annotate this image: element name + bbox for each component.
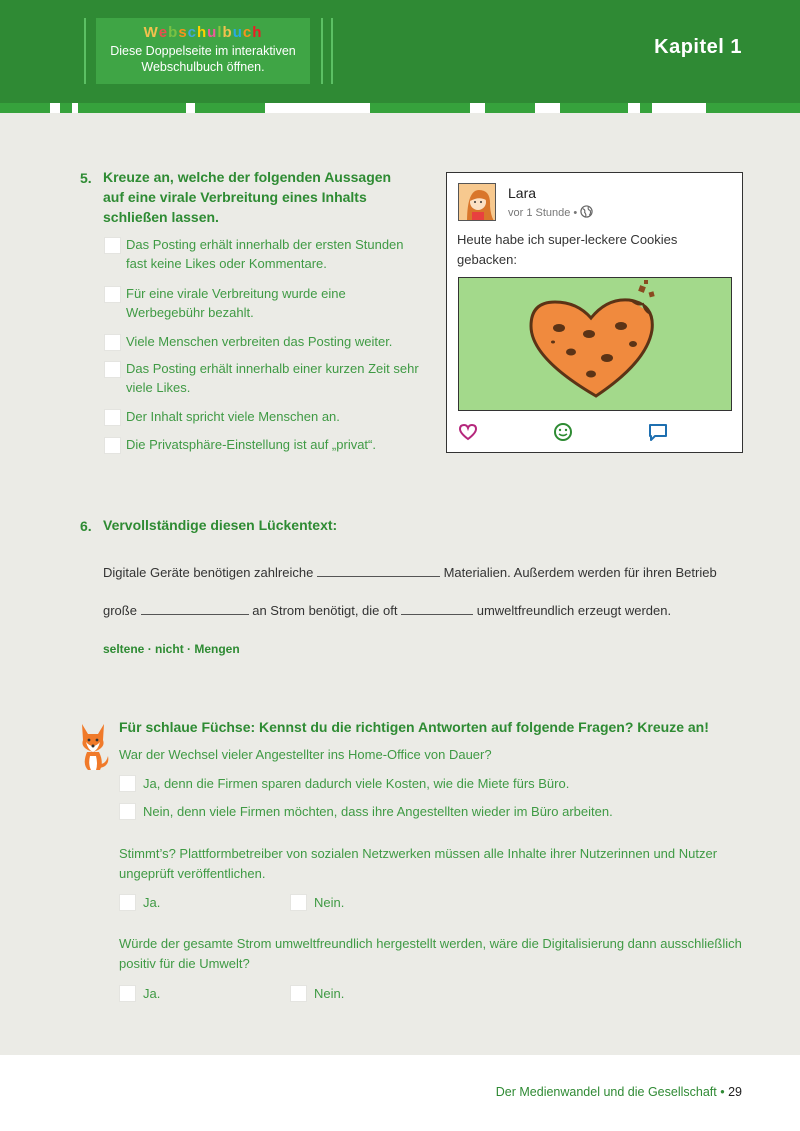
header-stripe — [195, 103, 265, 113]
webschulbuch-logo — [96, 24, 310, 41]
post-image — [458, 277, 732, 411]
header-stripe — [640, 103, 652, 113]
logo-letter: b — [222, 24, 233, 41]
fox-question-1: War der Wechsel vieler Angestellter ins Home-Office von Dauer? — [119, 747, 492, 762]
girl-avatar-icon — [459, 184, 496, 221]
logo-letter: s — [178, 24, 188, 41]
globe-icon — [580, 205, 593, 218]
post-author[interactable]: Lara — [508, 185, 537, 201]
header-stripe — [60, 103, 72, 113]
chapter-title: Kapitel 1 — [654, 36, 742, 58]
checkbox[interactable] — [119, 985, 136, 1002]
page-header — [0, 0, 800, 103]
checkbox[interactable] — [290, 894, 307, 911]
header-stripe — [0, 103, 50, 113]
task5-option[interactable]: Viele Menschen verbreiten das Posting weiter. — [104, 332, 424, 351]
social-post — [446, 172, 743, 453]
heart-cookie-icon — [459, 278, 731, 410]
fox-q1-option[interactable]: Nein, denn viele Firmen möchten, dass ihre Angestellten wieder im Büro arbeiten. — [119, 802, 613, 821]
task5-title: Kreuze an, welche der folgenden Aussagen auf eine virale Verbreitung eines Inhalts schließen lassen. — [103, 169, 392, 225]
checkbox[interactable] — [290, 985, 307, 1002]
logo-letter: l — [217, 24, 223, 41]
task5-option[interactable]: Die Privatsphäre-Einstellung ist auf „privat“. — [104, 435, 424, 454]
logo-letter: b — [168, 24, 179, 41]
fox-q2-no[interactable]: Nein. — [290, 893, 344, 912]
page-number: 29 — [728, 1085, 742, 1099]
cloze-line: Digitale Geräte benötigen zahlreiche Materialien. Außerdem werden für ihren Betrieb — [103, 565, 717, 580]
checkbox[interactable] — [104, 286, 121, 303]
header-stripe — [706, 103, 800, 113]
task6-number: 6. — [80, 518, 92, 534]
logo-letter: u — [232, 24, 243, 41]
cloze-blank[interactable] — [401, 602, 473, 615]
logo-letter: c — [242, 24, 253, 41]
logo-letter: e — [158, 24, 169, 41]
fox-question-3: Würde der gesamte Strom umweltfreundlich hergestellt werden, wäre die Digitalisierung dann ausschließlich positiv für die Umwelt? — [119, 936, 742, 971]
header-divider — [321, 18, 323, 84]
fox-section-title: Für schlaue Füchse: Kennst du die richtigen Antworten auf folgende Fragen? Kreuze an! — [119, 719, 709, 735]
post-text: Heute habe ich super-leckere Cookies gebacken: — [457, 232, 678, 267]
header-divider — [84, 18, 86, 84]
task5-option[interactable]: Das Posting erhält innerhalb einer kurzen Zeit sehr viele Likes. — [104, 359, 424, 397]
checkbox[interactable] — [119, 775, 136, 792]
page-footer — [0, 1055, 800, 1131]
fox-question-2: Stimmt’s? Plattformbetreiber von sozialen Netzwerken müssen alle Inhalte ihrer Nutzerinnen und Nutzer ungeprüft veröffentlichen. — [119, 846, 718, 881]
fox-q1-option[interactable]: Ja, denn die Firmen sparen dadurch viele Kosten, wie die Miete fürs Büro. — [119, 774, 569, 793]
word-bank: seltene · nicht · Mengen — [103, 642, 240, 656]
header-stripe — [560, 103, 628, 113]
cloze-blank[interactable] — [141, 602, 249, 615]
logo-letter: c — [187, 24, 197, 41]
checkbox[interactable] — [104, 334, 121, 351]
task5-option[interactable]: Das Posting erhält innerhalb der ersten Stunden fast keine Likes oder Kommentare. — [104, 235, 424, 273]
fox-q3-yes[interactable]: Ja. — [119, 984, 160, 1003]
checkbox[interactable] — [119, 894, 136, 911]
checkbox[interactable] — [119, 803, 136, 820]
footer-text: Der Medienwandel und die Gesellschaft • 29 — [495, 1085, 742, 1099]
heart-icon[interactable] — [458, 423, 478, 441]
task5-number: 5. — [80, 170, 92, 186]
fox-icon — [76, 720, 110, 772]
header-divider — [331, 18, 333, 84]
fox-q2-yes[interactable]: Ja. — [119, 893, 160, 912]
webschulbuch-button[interactable] — [96, 18, 310, 84]
header-stripe — [370, 103, 470, 113]
comment-icon[interactable] — [648, 423, 668, 442]
post-time: vor 1 Stunde • — [508, 205, 593, 219]
fox-q3-no[interactable]: Nein. — [290, 984, 344, 1003]
checkbox[interactable] — [104, 437, 121, 454]
task5-option[interactable]: Der Inhalt spricht viele Menschen an. — [104, 407, 424, 426]
post-actions — [447, 421, 742, 445]
checkbox[interactable] — [104, 361, 121, 378]
cloze-line: große an Strom benötigt, die oft umweltfreundlich erzeugt werden. — [103, 603, 672, 618]
logo-letter: W — [143, 24, 159, 41]
smiley-icon[interactable] — [553, 422, 573, 442]
header-stripe — [78, 103, 186, 113]
header-stripe — [485, 103, 535, 113]
task5-option[interactable]: Für eine virale Verbreitung wurde eine Werbegebühr bezahlt. — [104, 284, 424, 322]
checkbox[interactable] — [104, 237, 121, 254]
task6-title: Vervollständige diesen Lückentext: — [103, 517, 338, 533]
logo-letter: h — [197, 24, 208, 41]
checkbox[interactable] — [104, 409, 121, 426]
cloze-blank[interactable] — [317, 564, 440, 577]
avatar — [458, 183, 496, 221]
webschulbuch-text: Diese Doppelseite im interaktiven Webschulbuch öffnen. — [110, 44, 296, 74]
logo-letter: h — [252, 24, 263, 41]
logo-letter: u — [207, 24, 218, 41]
